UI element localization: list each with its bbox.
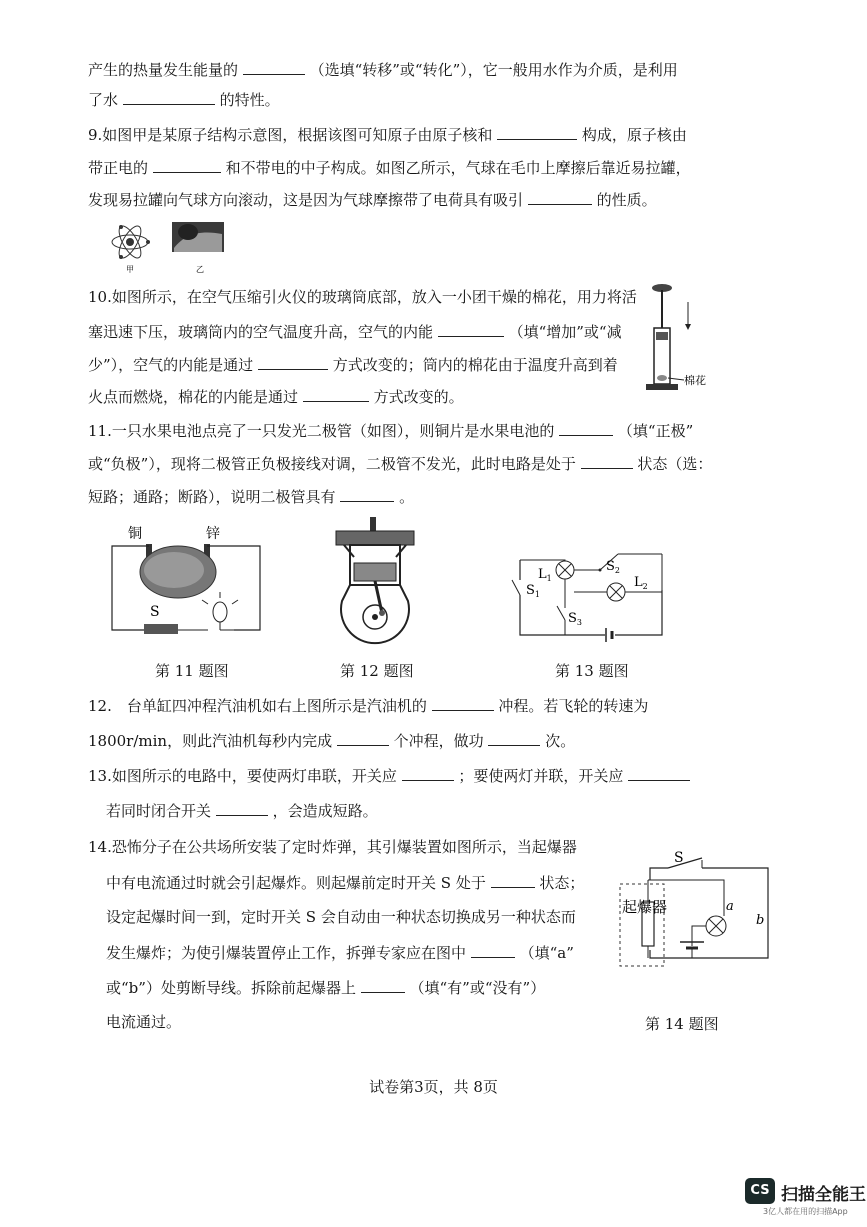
answer-blank[interactable] (123, 88, 215, 105)
answer-blank[interactable] (243, 58, 305, 75)
q9-line-3: 发现易拉罐向气球方向滚动，这是因为气球摩擦带了电荷具有吸引 的性质。 (88, 188, 657, 211)
switch-label: S (150, 604, 160, 620)
q10-line-2: 塞迅速下压，玻璃筒内的空气温度升高，空气的内能 （填“增加”或“减 (88, 320, 622, 343)
fig13-caption: 第 13 题图 (555, 662, 629, 680)
detonator-circuit-diagram (612, 846, 782, 978)
q13-line-1: 13.如图所示的电路中，要使两灯串联，开关应 ；要使两灯并联，开关应 (88, 764, 690, 787)
q10-line-4: 火点而燃烧，棉花的内能是通过 方式改变的。 (88, 385, 464, 408)
q10-line-1: 10.如图所示，在空气压缩引火仪的玻璃筒底部，放入一小团干燥的棉花，用力将活 (88, 288, 637, 306)
q12-line-1: 12. 台单缸四冲程汽油机如右上图所示是汽油机的 冲程。若飞轮的转速为 (88, 694, 648, 717)
answer-blank[interactable] (628, 764, 690, 781)
answer-blank[interactable] (153, 156, 221, 173)
cs-logo-icon: CS (745, 1178, 775, 1204)
answer-blank[interactable] (438, 320, 504, 337)
q14-line-6: 电流通过。 (106, 1013, 182, 1031)
answer-blank[interactable] (471, 941, 515, 958)
answer-blank[interactable] (402, 764, 454, 781)
q8-line-2: 了水 的特性。 (88, 88, 280, 111)
balloon-can-photo (170, 220, 228, 276)
q13-line-2: 若同时闭合开关 ，会造成短路。 (106, 799, 378, 822)
answer-blank[interactable] (216, 799, 268, 816)
answer-blank[interactable] (581, 452, 633, 469)
q14-line-1: 14.恐怖分子在公共场所安装了定时炸弹，其引爆装置如图所示，当起爆器 (88, 838, 577, 856)
q12-line-2: 1800r/min，则此汽油机每秒内完成 个冲程，做功 次。 (88, 729, 575, 752)
q14-line-3: 设定起爆时间一到，定时开关 S 会自动由一种状态切换成另一种状态而 (106, 908, 576, 926)
page-number: 试卷第3页，共 8页 (369, 1078, 498, 1096)
q11-line-2: 或“负极”），现将二极管正负极接线对调，二极管不发光，此时电路是处于 状态（选： (88, 452, 712, 475)
watermark-name: 扫描全能王 (781, 1185, 866, 1205)
q11-line-3: 短路；通路；断路），说明二极管具有 。 (88, 485, 414, 508)
fig11-caption: 第 11 题图 (155, 662, 229, 680)
engine-diagram (330, 515, 420, 647)
switch-s-label: S (674, 850, 684, 866)
circuit-13-diagram (510, 540, 670, 640)
detonator-label: 起爆器 (622, 898, 668, 916)
answer-blank[interactable] (528, 188, 592, 205)
zinc-label: 锌 (206, 526, 220, 542)
q14-line-4: 发生爆炸；为使引爆装置停止工作，拆弹专家应在图中 （填“a” (106, 941, 574, 964)
atom-diagram (106, 220, 156, 276)
cotton-label: 棉花 (684, 374, 706, 387)
switch-s1-label: $S_1$ (526, 583, 540, 599)
lamp-l1-label: $L_1$ (538, 567, 552, 583)
fig-b-label: 乙 (196, 265, 204, 274)
copper-label: 铜 (128, 526, 142, 542)
answer-blank[interactable] (340, 485, 394, 502)
answer-blank[interactable] (559, 419, 613, 436)
q10-line-3: 少”），空气的内能是通过 方式改变的；筒内的棉花由于温度升高到着 (88, 353, 618, 376)
answer-blank[interactable] (491, 871, 535, 888)
answer-blank[interactable] (497, 123, 577, 140)
watermark-tagline: 3亿人都在用的扫描App (763, 1207, 848, 1216)
switch-s3-label: $S_3$ (568, 611, 582, 627)
point-a-label: a (726, 899, 734, 914)
fig-a-label: 甲 (126, 265, 134, 274)
q11-line-1: 11.一只水果电池点亮了一只发光二极管（如图），则铜片是水果电池的 （填“正极” (88, 419, 693, 442)
answer-blank[interactable] (432, 694, 494, 711)
fig12-caption: 第 12 题图 (340, 662, 414, 680)
q14-line-5: 或“b”）处剪断导线。拆除前起爆器上 （填“有”或“没有”） (106, 976, 545, 999)
answer-blank[interactable] (488, 729, 540, 746)
answer-blank[interactable] (258, 353, 328, 370)
q8-line-1: 产生的热量发生能量的 （选填“转移”或“转化”），它一般用水作为介质，是利用 (88, 58, 678, 81)
switch-s2-label: $S_2$ (606, 559, 620, 575)
q9-line-1: 9.如图甲是某原子结构示意图，根据该图可知原子由原子核和 构成，原子核由 (88, 123, 687, 146)
q9-line-2: 带正电的 和不带电的中子构成。如图乙所示，气球在毛巾上摩擦后靠近易拉罐， (88, 156, 691, 179)
q14-line-2: 中有电流通过时就会引起爆炸。则起爆前定时开关 S 处于 状态； (106, 871, 584, 894)
fire-piston-diagram (640, 280, 720, 400)
lamp-l2-label: $L_2$ (634, 575, 648, 591)
fig14-caption: 第 14 题图 (645, 1015, 719, 1033)
point-b-label: b (756, 913, 765, 928)
scanner-watermark (745, 1178, 866, 1218)
answer-blank[interactable] (361, 976, 405, 993)
fruit-battery-diagram (108, 520, 268, 646)
answer-blank[interactable] (303, 385, 369, 402)
answer-blank[interactable] (337, 729, 389, 746)
